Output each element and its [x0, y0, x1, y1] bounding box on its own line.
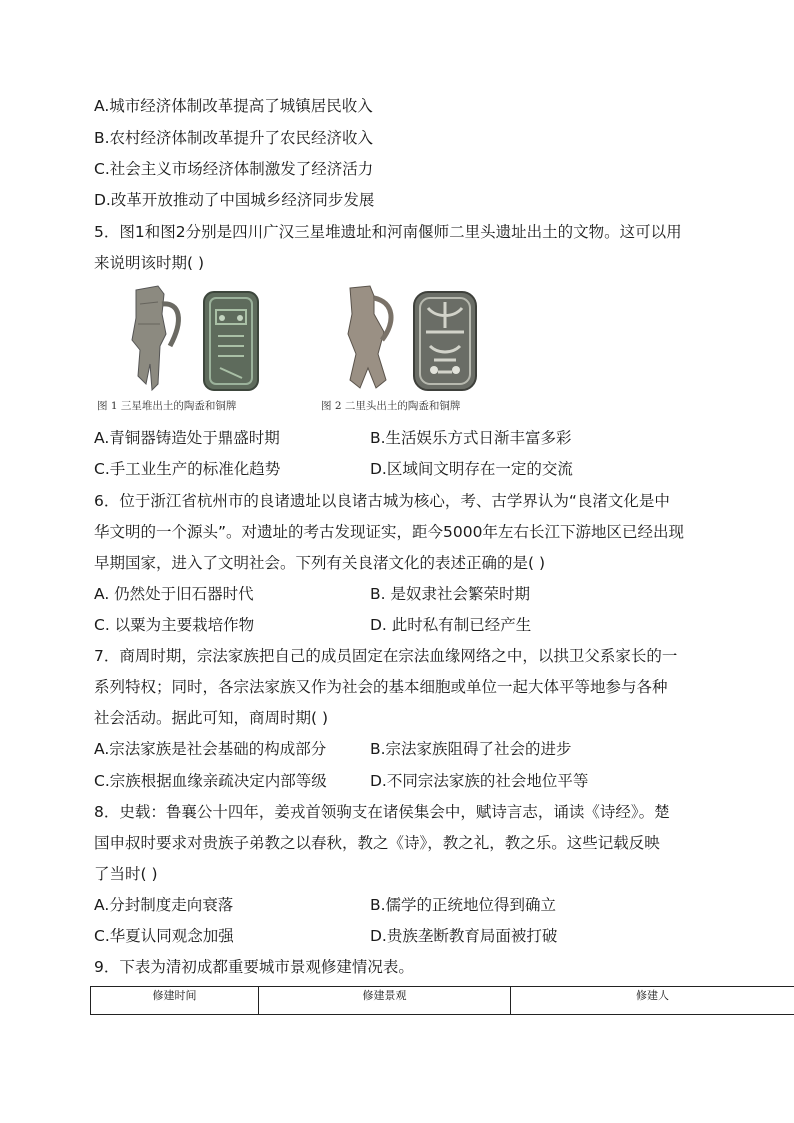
q7-option-d: D.不同宗法家族的社会地位平等	[370, 772, 589, 790]
q7-stem-line3: 社会活动。据此可知，商周时期( )	[94, 709, 329, 727]
q6-option-c: C. 以粟为主要栽培作物	[94, 616, 255, 634]
q4-option-a: A.城市经济体制改革提高了城镇居民收入	[94, 97, 373, 115]
q8-option-a: A.分封制度走向衰落	[94, 896, 234, 914]
q7-stem-line1: 7．商周时期，宗法家族把自己的成员固定在宗法血缘网络之中，以拱卫父系家长的一	[94, 647, 678, 665]
q5-option-b: B.生活娱乐方式日渐丰富多彩	[370, 429, 572, 447]
q5-option-d: D.区域间文明存在一定的交流	[370, 460, 573, 478]
fig2-bronze-plaque-icon	[408, 288, 482, 394]
q4-option-c: C.社会主义市场经济体制激发了经济活力	[94, 160, 374, 178]
q4-option-d: D.改革开放推动了中国城乡经济同步发展	[94, 191, 375, 209]
q5-stem-line2: 来说明该时期( )	[94, 254, 205, 272]
q7-option-c: C.宗族根据血缘亲疏决定内部等级	[94, 772, 327, 790]
q6-stem-line3: 早期国家，进入了文明社会。下列有关良渚文化的表述正确的是( )	[94, 554, 546, 572]
table-header-row	[91, 987, 794, 1015]
q5-option-c: C.手工业生产的标准化趋势	[94, 460, 281, 478]
q9-table	[90, 986, 794, 1015]
q8-stem-line2: 国申叔时要求对贵族子弟教之以春秋，教之《诗》，教之礼，教之乐。这些记载反映	[94, 834, 660, 852]
q6-stem-line1: 6．位于浙江省杭州市的良诸遗址以良诸古城为核心，考、古学界认为“良渚文化是中	[94, 492, 670, 510]
q5-option-a: A.青铜器铸造处于鼎盛时期	[94, 429, 280, 447]
fig2-caption: 图 2 二里头出土的陶盉和铜牌	[321, 400, 461, 412]
table-header-cell: 修建景观	[259, 987, 511, 1015]
fig1-caption: 图 1 三星堆出土的陶盉和铜牌	[97, 400, 237, 412]
q8-option-c: C.华夏认同观念加强	[94, 927, 234, 945]
q8-option-d: D.贵族垄断教育局面被打破	[370, 927, 558, 945]
q8-option-b: B.儒学的正统地位得到确立	[370, 896, 557, 914]
q6-stem-line2: 华文明的一个源头”。对遗址的考古发现证实，距今5000年左右长江下游地区已经出现	[94, 523, 684, 541]
q6-option-d: D. 此时私有制已经产生	[370, 616, 532, 634]
fig1-pottery-jug-icon	[118, 284, 188, 396]
q6-option-b: B. 是奴隶社会繁荣时期	[370, 585, 530, 603]
q7-option-b: B.宗法家族阻碍了社会的进步	[370, 740, 572, 758]
q7-stem-line2: 系列特权；同时，各宗法家族又作为社会的基本细胞或单位一起大体平等地参与各种	[94, 678, 668, 696]
q8-stem-line1: 8．史载：鲁襄公十四年，姜戎首领驹支在诸侯集会中，赋诗言志，诵读《诗经》。楚	[94, 803, 670, 821]
fig2-pottery-jug-icon	[340, 284, 402, 396]
q5-stem-line1: 5．图1和图2分别是四川广汉三星堆遗址和河南偃师二里头遗址出土的文物。这可以用	[94, 223, 682, 241]
fig1-bronze-plaque-icon	[198, 288, 264, 394]
q8-stem-line3: 了当时( )	[94, 865, 158, 883]
q7-option-a: A.宗法家族是社会基础的构成部分	[94, 740, 327, 758]
table-header-cell: 修建人	[511, 987, 794, 1015]
q6-option-a: A. 仍然处于旧石器时代	[94, 585, 254, 603]
q4-option-b: B.农村经济体制改革提升了农民经济收入	[94, 129, 374, 147]
q9-stem: 9．下表为清初成都重要城市景观修建情况表。	[94, 958, 414, 976]
table-header-cell: 修建时间	[91, 987, 259, 1015]
